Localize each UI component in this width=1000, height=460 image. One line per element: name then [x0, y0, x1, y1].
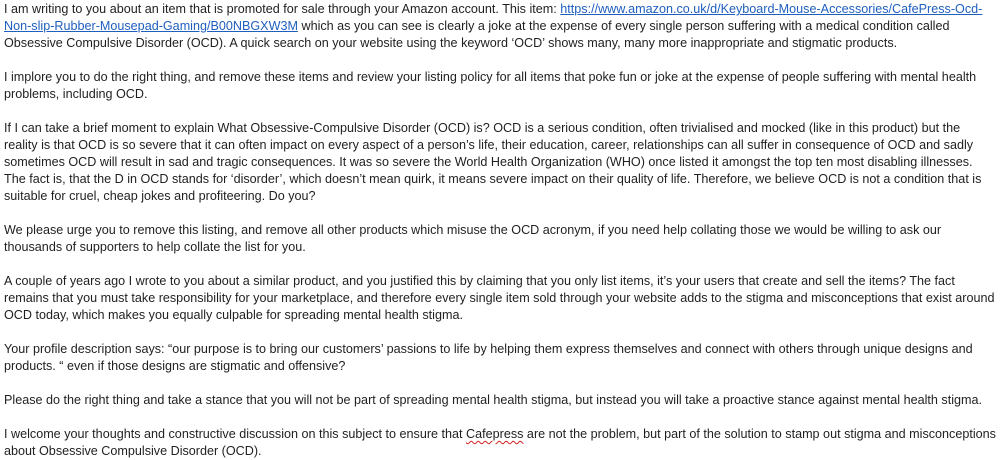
intro-text-after-link: which as you can see is clearly a joke at the expense of every single person suffering with a medical condition called Obsessive Compulsive Disorder (OCD). A quick search on your website using the keyword ‘OCD’ shows many, many more inappropriate and stigmatic products. [4, 19, 950, 50]
paragraph-take-stance: Please do the right thing and take a stance that you will not be part of spreading mental health stigma, but instead you will take a proactive stance against mental health stigma. [4, 393, 982, 407]
paragraph-ocd-explanation: If I can take a brief moment to explain What Obsessive-Compulsive Disorder (OCD) is? OCD is a serious condition, often trivialised and mocked (like in this product) but the reality is that OCD is so severe that it can often impact on every aspect of a person’s life, their education, career, relationships can all suffer in consequence of OCD and sadly sometimes OCD will result in sad and tragic consequences. It was so severe the World Health Organization (WHO) once listed it amongst the top ten most disabling illnesses. The fact is, that the D in OCD stands for ‘disorder’, which doesn’t mean quirk, it means severe impact on their quality of life. Therefore, we believe OCD is not a condition that is suitable for cruel, cheap jokes and profiteering. Do you? [4, 121, 982, 203]
closing-text-after: are not the problem, but part of the solution to stamp out stigma and misconceptions about Obsessive Compulsive Disorder (OCD). [4, 427, 996, 458]
paragraph-implore: I implore you to do the right thing, and remove these items and review your listing policy for all items that poke fun or joke at the expense of people suffering with mental health problems, including OCD. [4, 70, 977, 101]
intro-text-before-link: I am writing to you about an item that is promoted for sale through your Amazon account. This item: [4, 2, 561, 16]
product-link[interactable]: https://www.amazon.co.uk/d/Keyboard-Mouse-Accessories/CafePress-Ocd-Non-slip-Rubber-Mousepad-Gaming/B00NBGXW3M [4, 2, 983, 33]
paragraph-closing [4, 426, 996, 460]
paragraph-urge-removal: We please urge you to remove this listing, and remove all other products which misuse the OCD acronym, if you need help collating those we would be willing to ask our thousands of supporters to help collate the list for you. [4, 223, 942, 254]
paragraph-profile-description: Your profile description says: “our purpose is to bring our customers’ passions to life by helping them express themselves and connect with others through unique designs and products. “ even if those designs are stigmatic and offensive? [4, 342, 973, 373]
paragraph-intro [4, 1, 996, 52]
closing-text-before: I welcome your thoughts and constructive discussion on this subject to ensure that [4, 427, 467, 441]
paragraph-previous-letter: A couple of years ago I wrote to you about a similar product, and you justified this by claiming that you only list items, it’s your users that create and sell the items? The fact remains that you must take responsibility for your marketplace, and therefore every single item sold through your website adds to the stigma and misconceptions that exist around OCD today, which makes you equally culpable for spreading mental health stigma. [4, 274, 995, 322]
spellcheck-flagged-word[interactable]: Cafepress [466, 427, 524, 441]
